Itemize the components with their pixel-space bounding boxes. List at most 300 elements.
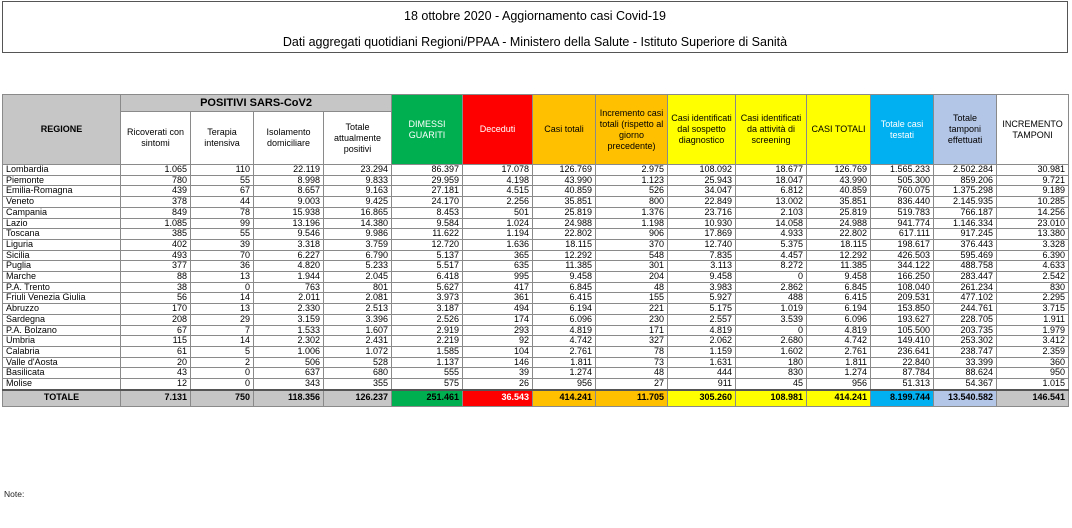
isolamento-header: Isolamento domiciliare [254, 112, 324, 165]
tamponi-cell: 477.102 [934, 293, 997, 304]
ricoverati-cell: 378 [121, 197, 191, 208]
dimessi-cell: 555 [392, 368, 463, 379]
dimessi-cell: 3.973 [392, 293, 463, 304]
terapia-intensiva-cell: 110 [191, 165, 254, 176]
casi-totali-cell: 6.096 [533, 314, 596, 325]
isolamento-cell: 13.196 [254, 218, 324, 229]
incremento-casi-cell: 370 [596, 239, 668, 250]
report-title: 18 ottobre 2020 - Aggiornamento casi Covid-19 [404, 9, 666, 23]
table-row [3, 293, 1069, 304]
note-label: Note: [4, 489, 25, 499]
deceduti-cell: 361 [463, 293, 533, 304]
casi-screening-cell: 3.539 [736, 314, 807, 325]
incremento-casi-cell: 78 [596, 346, 668, 357]
casi-sospetto-cell: 5.175 [668, 304, 736, 315]
region-name: Lombardia [3, 165, 121, 176]
isolamento-cell: 637 [254, 368, 324, 379]
region-name: Piemonte [3, 175, 121, 186]
casi-sospetto-cell: 12.740 [668, 239, 736, 250]
tamponi-cell: 203.735 [934, 325, 997, 336]
tamponi-cell: 228.705 [934, 314, 997, 325]
isolamento-cell: 2.011 [254, 293, 324, 304]
tamponi-cell: 488.758 [934, 261, 997, 272]
ricoverati-cell: 56 [121, 293, 191, 304]
table-row [3, 186, 1069, 197]
deceduti-cell: 494 [463, 304, 533, 315]
deceduti-cell: 4.515 [463, 186, 533, 197]
casi-sospetto-cell: 7.835 [668, 250, 736, 261]
totale-positivi-cell: 5.233 [324, 261, 392, 272]
terapia-intensiva-cell: 0 [191, 282, 254, 293]
incremento-casi-cell: 204 [596, 272, 668, 283]
terapia-intensiva-cell: 78 [191, 207, 254, 218]
casi-screening-cell: 830 [736, 368, 807, 379]
isolamento-cell: 2.302 [254, 336, 324, 347]
isolamento-cell: 15.938 [254, 207, 324, 218]
incremento-casi-cell: 27 [596, 379, 668, 390]
casi-totali-caps-cell: 6.845 [807, 282, 871, 293]
casi-sospetto-header: Casi identificati dal sospetto diagnostico [668, 95, 736, 165]
tamponi-cell: 917.245 [934, 229, 997, 240]
dimessi-cell: 11.622 [392, 229, 463, 240]
dimessi-cell: 29.959 [392, 175, 463, 186]
casi-sospetto-cell: 2.062 [668, 336, 736, 347]
ricoverati-cell: 377 [121, 261, 191, 272]
region-name: Valle d'Aosta [3, 357, 121, 368]
casi-screening-cell: 2.680 [736, 336, 807, 347]
casi-sospetto-cell: 5.927 [668, 293, 736, 304]
isolamento-cell: 506 [254, 357, 324, 368]
casi-totali-cell: 40.859 [533, 186, 596, 197]
totale-positivi-cell: 2.513 [324, 304, 392, 315]
deceduti-cell: 1.194 [463, 229, 533, 240]
region-header: REGIONE [3, 95, 121, 165]
casi-sospetto-cell: 17.869 [668, 229, 736, 240]
deceduti-cell: 1.636 [463, 239, 533, 250]
totale-positivi-cell: 9.986 [324, 229, 392, 240]
incremento-tamponi-cell: 3.715 [997, 304, 1069, 315]
terapia-intensiva-cell: 5 [191, 346, 254, 357]
total-casi-testati-cell: 8.199.744 [871, 390, 934, 407]
totale-positivi-cell: 528 [324, 357, 392, 368]
casi-screening-cell: 4.933 [736, 229, 807, 240]
ricoverati-cell: 170 [121, 304, 191, 315]
tamponi-cell: 54.367 [934, 379, 997, 390]
incremento-casi-cell: 48 [596, 282, 668, 293]
casi-testati-cell: 87.784 [871, 368, 934, 379]
table-row [3, 175, 1069, 186]
terapia-intensiva-cell: 29 [191, 314, 254, 325]
totale-positivi-cell: 680 [324, 368, 392, 379]
dimessi-cell: 24.170 [392, 197, 463, 208]
casi-screening-cell: 1.019 [736, 304, 807, 315]
casi-testati-cell: 108.040 [871, 282, 934, 293]
casi-testati-cell: 236.641 [871, 346, 934, 357]
ricoverati-cell: 1.065 [121, 165, 191, 176]
deceduti-header: Deceduti [463, 95, 533, 165]
incremento-casi-cell: 1.198 [596, 218, 668, 229]
casi-sospetto-cell: 1.159 [668, 346, 736, 357]
totale-positivi-cell: 16.865 [324, 207, 392, 218]
casi-totali-cell: 6.415 [533, 293, 596, 304]
casi-sospetto-cell: 10.930 [668, 218, 736, 229]
total-incremento-casi-cell: 11.705 [596, 390, 668, 407]
incremento-casi-cell: 906 [596, 229, 668, 240]
casi-totali-cell: 2.761 [533, 346, 596, 357]
casi-testati-cell: 51.313 [871, 379, 934, 390]
region-name: P.A. Trento [3, 282, 121, 293]
totale-positivi-cell: 9.425 [324, 197, 392, 208]
tamponi-cell: 283.447 [934, 272, 997, 283]
totale-positivi-cell: 9.163 [324, 186, 392, 197]
incremento-tamponi-cell: 2.359 [997, 346, 1069, 357]
terapia-intensiva-cell: 99 [191, 218, 254, 229]
table-row [3, 379, 1069, 390]
terapia-intensiva-cell: 44 [191, 197, 254, 208]
isolamento-cell: 6.227 [254, 250, 324, 261]
casi-sospetto-cell: 108.092 [668, 165, 736, 176]
totale-positivi-cell: 23.294 [324, 165, 392, 176]
casi-totali-caps-cell: 126.769 [807, 165, 871, 176]
casi-totali-caps-cell: 956 [807, 379, 871, 390]
total-terapia-intensiva-cell: 750 [191, 390, 254, 407]
casi-totali-cell: 22.802 [533, 229, 596, 240]
isolamento-cell: 9.546 [254, 229, 324, 240]
casi-screening-header: Casi identificati da attività di screening [736, 95, 807, 165]
casi-screening-cell: 13.002 [736, 197, 807, 208]
total-row [3, 390, 1069, 407]
deceduti-cell: 39 [463, 368, 533, 379]
ricoverati-cell: 385 [121, 229, 191, 240]
total-casi-totali-caps-cell: 414.241 [807, 390, 871, 407]
dimessi-cell: 2.219 [392, 336, 463, 347]
totale-positivi-cell: 3.759 [324, 239, 392, 250]
totale-positivi-cell: 3.396 [324, 314, 392, 325]
deceduti-cell: 104 [463, 346, 533, 357]
isolamento-cell: 22.119 [254, 165, 324, 176]
region-name: Molise [3, 379, 121, 390]
table-row [3, 325, 1069, 336]
terapia-intensiva-cell: 13 [191, 304, 254, 315]
casi-totali-cell: 6.194 [533, 304, 596, 315]
casi-testati-cell: 344.122 [871, 261, 934, 272]
casi-totali-cell: 11.385 [533, 261, 596, 272]
casi-screening-cell: 18.677 [736, 165, 807, 176]
terapia-intensiva-cell: 14 [191, 336, 254, 347]
casi-testati-cell: 198.617 [871, 239, 934, 250]
ricoverati-cell: 43 [121, 368, 191, 379]
table-row [3, 282, 1069, 293]
table-row [3, 261, 1069, 272]
terapia-intensiva-cell: 7 [191, 325, 254, 336]
casi-totali-header: Casi totali [533, 95, 596, 165]
total-label: TOTALE [3, 390, 121, 407]
total-ricoverati-cell: 7.131 [121, 390, 191, 407]
ricoverati-cell: 493 [121, 250, 191, 261]
table-row [3, 314, 1069, 325]
casi-totali-caps-cell: 6.415 [807, 293, 871, 304]
casi-screening-cell: 45 [736, 379, 807, 390]
casi-totali-caps-cell: 4.742 [807, 336, 871, 347]
casi-totali-cell: 24.988 [533, 218, 596, 229]
incremento-casi-header: Incremento casi totali (rispetto al giorno precedente) [596, 95, 668, 165]
casi-sospetto-cell: 3.983 [668, 282, 736, 293]
table-row [3, 272, 1069, 283]
casi-testati-cell: 22.840 [871, 357, 934, 368]
dimessi-guariti-header: DIMESSI GUARITI [392, 95, 463, 165]
dimessi-cell: 6.418 [392, 272, 463, 283]
casi-screening-cell: 6.812 [736, 186, 807, 197]
casi-totali-caps-cell: 1.811 [807, 357, 871, 368]
casi-screening-cell: 1.602 [736, 346, 807, 357]
isolamento-cell: 763 [254, 282, 324, 293]
casi-testati-cell: 505.300 [871, 175, 934, 186]
casi-totali-cell: 35.851 [533, 197, 596, 208]
casi-screening-cell: 18.047 [736, 175, 807, 186]
ricoverati-cell: 115 [121, 336, 191, 347]
dimessi-cell: 5.137 [392, 250, 463, 261]
table-row [3, 250, 1069, 261]
report-header [2, 1, 1068, 53]
dimessi-cell: 9.584 [392, 218, 463, 229]
table-row [3, 336, 1069, 347]
positivi-group-header: POSITIVI SARS-CoV2 [121, 95, 392, 112]
tamponi-cell: 1.375.298 [934, 186, 997, 197]
total-isolamento-cell: 118.356 [254, 390, 324, 407]
tamponi-cell: 1.146.334 [934, 218, 997, 229]
casi-sospetto-cell: 9.458 [668, 272, 736, 283]
tamponi-cell: 261.234 [934, 282, 997, 293]
region-name: Emilia-Romagna [3, 186, 121, 197]
deceduti-cell: 635 [463, 261, 533, 272]
region-name: Sardegna [3, 314, 121, 325]
incremento-tamponi-cell: 30.981 [997, 165, 1069, 176]
incremento-tamponi-cell: 2.542 [997, 272, 1069, 283]
deceduti-cell: 4.198 [463, 175, 533, 186]
ricoverati-cell: 88 [121, 272, 191, 283]
tamponi-cell: 376.443 [934, 239, 997, 250]
incremento-tamponi-cell: 4.633 [997, 261, 1069, 272]
casi-sospetto-cell: 2.557 [668, 314, 736, 325]
region-name: Basilicata [3, 368, 121, 379]
dimessi-cell: 8.453 [392, 207, 463, 218]
incremento-tamponi-cell: 10.285 [997, 197, 1069, 208]
total-totale-positivi-cell: 126.237 [324, 390, 392, 407]
tamponi-header: Totale tamponi effettuati [934, 95, 997, 165]
region-name: Lazio [3, 218, 121, 229]
incremento-tamponi-cell: 9.721 [997, 175, 1069, 186]
casi-totali-caps-cell: 6.096 [807, 314, 871, 325]
terapia-intensiva-cell: 70 [191, 250, 254, 261]
tamponi-cell: 33.399 [934, 357, 997, 368]
region-name: Liguria [3, 239, 121, 250]
ricoverati-cell: 61 [121, 346, 191, 357]
region-name: Marche [3, 272, 121, 283]
ricoverati-cell: 67 [121, 325, 191, 336]
casi-sospetto-cell: 444 [668, 368, 736, 379]
dimessi-cell: 5.517 [392, 261, 463, 272]
casi-totali-caps-cell: 2.761 [807, 346, 871, 357]
casi-screening-cell: 4.457 [736, 250, 807, 261]
casi-totali-caps-cell: 18.115 [807, 239, 871, 250]
deceduti-cell: 293 [463, 325, 533, 336]
ricoverati-cell: 1.085 [121, 218, 191, 229]
incremento-tamponi-cell: 23.010 [997, 218, 1069, 229]
incremento-tamponi-cell: 2.295 [997, 293, 1069, 304]
ricoverati-cell: 780 [121, 175, 191, 186]
table-row [3, 304, 1069, 315]
isolamento-cell: 343 [254, 379, 324, 390]
casi-totali-cell: 956 [533, 379, 596, 390]
incremento-casi-cell: 327 [596, 336, 668, 347]
isolamento-cell: 1.006 [254, 346, 324, 357]
region-name: Campania [3, 207, 121, 218]
ricoverati-cell: 20 [121, 357, 191, 368]
tamponi-cell: 244.761 [934, 304, 997, 315]
dimessi-cell: 27.181 [392, 186, 463, 197]
casi-totali-cell: 4.742 [533, 336, 596, 347]
casi-totali-cell: 18.115 [533, 239, 596, 250]
incremento-casi-cell: 526 [596, 186, 668, 197]
totale-positivi-cell: 9.833 [324, 175, 392, 186]
casi-testati-cell: 105.500 [871, 325, 934, 336]
casi-totali-caps-cell: 4.819 [807, 325, 871, 336]
isolamento-cell: 3.159 [254, 314, 324, 325]
tamponi-cell: 238.747 [934, 346, 997, 357]
incremento-casi-cell: 548 [596, 250, 668, 261]
region-name: Veneto [3, 197, 121, 208]
casi-testati-cell: 149.410 [871, 336, 934, 347]
casi-testati-cell: 760.075 [871, 186, 934, 197]
dimessi-cell: 1.585 [392, 346, 463, 357]
deceduti-cell: 146 [463, 357, 533, 368]
casi-totali-cell: 25.819 [533, 207, 596, 218]
casi-totali-cell: 6.845 [533, 282, 596, 293]
total-casi-totali-cell: 414.241 [533, 390, 596, 407]
total-casi-screening-cell: 108.981 [736, 390, 807, 407]
region-name: Sicilia [3, 250, 121, 261]
dimessi-cell: 86.397 [392, 165, 463, 176]
casi-totali-cell: 1.274 [533, 368, 596, 379]
casi-totali-caps-cell: 25.819 [807, 207, 871, 218]
incremento-casi-cell: 48 [596, 368, 668, 379]
table-row [3, 197, 1069, 208]
casi-sospetto-cell: 1.631 [668, 357, 736, 368]
casi-testati-cell: 836.440 [871, 197, 934, 208]
dimessi-cell: 2.526 [392, 314, 463, 325]
casi-totali-caps-cell: 35.851 [807, 197, 871, 208]
incremento-casi-cell: 73 [596, 357, 668, 368]
totale-positivi-cell: 1.607 [324, 325, 392, 336]
table-row [3, 357, 1069, 368]
incremento-tamponi-cell: 360 [997, 357, 1069, 368]
casi-totali-cell: 126.769 [533, 165, 596, 176]
tamponi-cell: 2.145.935 [934, 197, 997, 208]
tamponi-cell: 2.502.284 [934, 165, 997, 176]
terapia-intensiva-cell: 14 [191, 293, 254, 304]
total-casi-sospetto-cell: 305.260 [668, 390, 736, 407]
totale-positivi-cell: 2.081 [324, 293, 392, 304]
ricoverati-header: Ricoverati con sintomi [121, 112, 191, 165]
terapia-intensiva-cell: 39 [191, 239, 254, 250]
terapia-intensiva-cell: 55 [191, 175, 254, 186]
incremento-tamponi-header: INCREMENTO TAMPONI [997, 95, 1069, 165]
totale-positivi-cell: 801 [324, 282, 392, 293]
casi-totali-cell: 9.458 [533, 272, 596, 283]
dimessi-cell: 575 [392, 379, 463, 390]
casi-sospetto-cell: 23.716 [668, 207, 736, 218]
terapia-intensiva-cell: 36 [191, 261, 254, 272]
totale-positivi-cell: 14.380 [324, 218, 392, 229]
region-name: P.A. Bolzano [3, 325, 121, 336]
casi-screening-cell: 2.862 [736, 282, 807, 293]
incremento-tamponi-cell: 1.979 [997, 325, 1069, 336]
tamponi-cell: 253.302 [934, 336, 997, 347]
table-row [3, 229, 1069, 240]
casi-sospetto-cell: 4.819 [668, 325, 736, 336]
terapia-intensiva-header: Terapia intensiva [191, 112, 254, 165]
casi-screening-cell: 0 [736, 272, 807, 283]
casi-screening-cell: 5.375 [736, 239, 807, 250]
casi-sospetto-cell: 22.849 [668, 197, 736, 208]
casi-testati-header: Totale casi testati [871, 95, 934, 165]
casi-testati-cell: 617.111 [871, 229, 934, 240]
casi-screening-cell: 2.103 [736, 207, 807, 218]
casi-totali-caps-cell: 6.194 [807, 304, 871, 315]
casi-sospetto-cell: 34.047 [668, 186, 736, 197]
totale-positivi-cell: 6.790 [324, 250, 392, 261]
terapia-intensiva-cell: 0 [191, 368, 254, 379]
casi-totali-cell: 12.292 [533, 250, 596, 261]
region-name: Calabria [3, 346, 121, 357]
table-row [3, 346, 1069, 357]
casi-totali-caps-cell: 40.859 [807, 186, 871, 197]
deceduti-cell: 1.024 [463, 218, 533, 229]
isolamento-cell: 2.330 [254, 304, 324, 315]
incremento-casi-cell: 171 [596, 325, 668, 336]
region-name: Puglia [3, 261, 121, 272]
terapia-intensiva-cell: 67 [191, 186, 254, 197]
casi-screening-cell: 14.058 [736, 218, 807, 229]
casi-testati-cell: 426.503 [871, 250, 934, 261]
casi-sospetto-cell: 911 [668, 379, 736, 390]
table-row [3, 218, 1069, 229]
casi-totali-caps-header: CASI TOTALI [807, 95, 871, 165]
deceduti-cell: 365 [463, 250, 533, 261]
covid-data-table [2, 94, 1069, 407]
isolamento-cell: 9.003 [254, 197, 324, 208]
casi-testati-cell: 166.250 [871, 272, 934, 283]
ricoverati-cell: 38 [121, 282, 191, 293]
total-dimessi-cell: 251.461 [392, 390, 463, 407]
incremento-tamponi-cell: 9.189 [997, 186, 1069, 197]
incremento-tamponi-cell: 3.328 [997, 239, 1069, 250]
isolamento-cell: 4.820 [254, 261, 324, 272]
totale-positivi-cell: 2.045 [324, 272, 392, 283]
deceduti-cell: 995 [463, 272, 533, 283]
casi-testati-cell: 193.627 [871, 314, 934, 325]
ricoverati-cell: 849 [121, 207, 191, 218]
deceduti-cell: 17.078 [463, 165, 533, 176]
incremento-tamponi-cell: 1.911 [997, 314, 1069, 325]
isolamento-cell: 8.998 [254, 175, 324, 186]
dimessi-cell: 5.627 [392, 282, 463, 293]
incremento-tamponi-cell: 3.412 [997, 336, 1069, 347]
ricoverati-cell: 402 [121, 239, 191, 250]
incremento-tamponi-cell: 6.390 [997, 250, 1069, 261]
dimessi-cell: 3.187 [392, 304, 463, 315]
incremento-tamponi-cell: 14.256 [997, 207, 1069, 218]
